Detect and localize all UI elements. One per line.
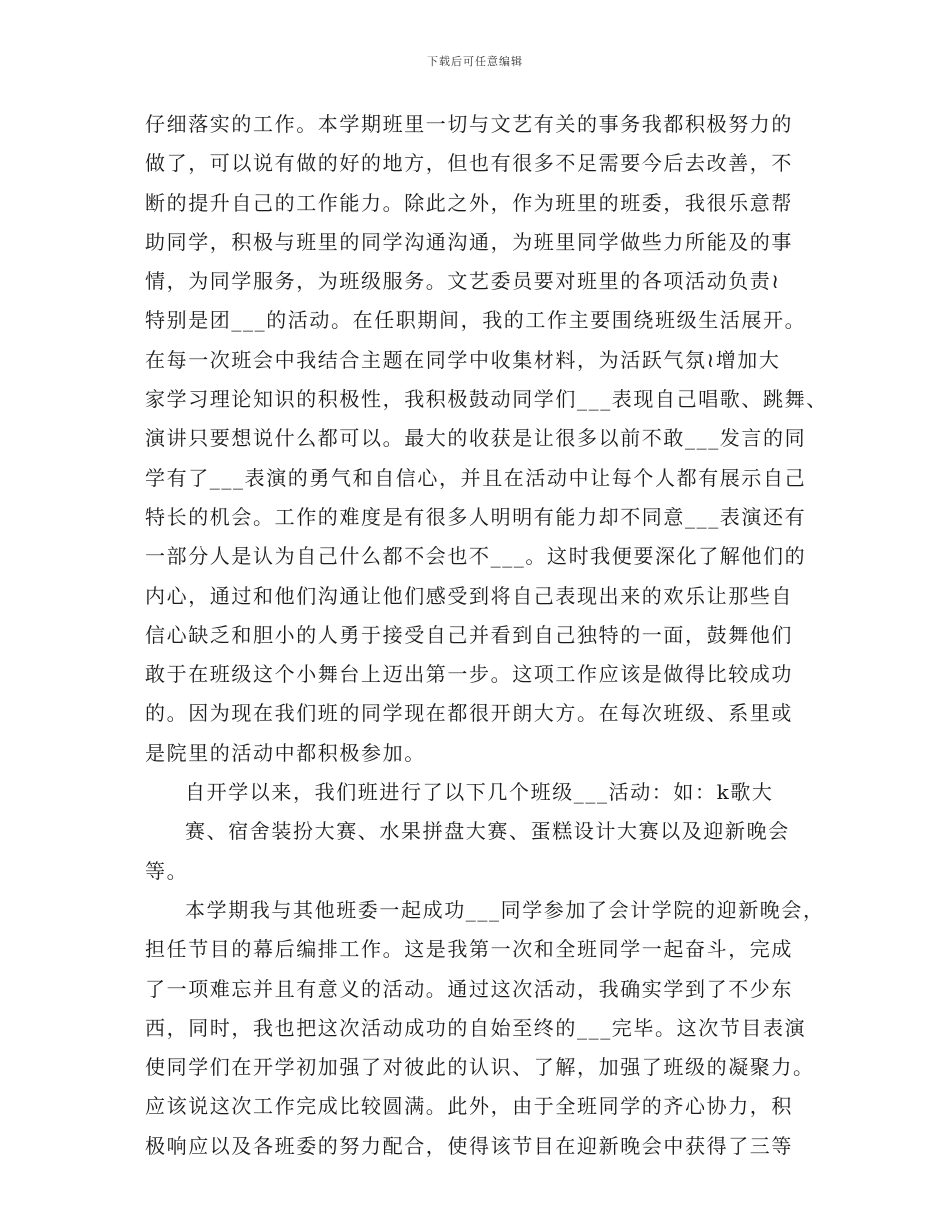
text-line: 极响应以及各班委的努力配合，使得该节目在迎新晚会中获得了三等 <box>145 1133 793 1158</box>
text-line: 的。因为现在我们班的同学现在都很开朗大方。在每次班级、系里或 <box>145 701 793 726</box>
text-line: 在每一次班会中我结合主题在同学中收集材料，为活跃气氛≀增加大 <box>145 347 781 372</box>
text-line: 本学期我与其他班委一起成功___同学参加了会计学院的迎新晚会， <box>185 897 825 922</box>
text-line: 是院里的活动中都积极参加。 <box>145 740 426 765</box>
text-line: 特别是团___的活动。在任职期间，我的工作主要围绕班级生活展开。 <box>145 308 807 333</box>
text-line: 助同学，积极与班里的同学沟通沟通，为班里同学做些力所能及的事 <box>145 229 793 254</box>
text-line: 特长的机会。工作的难度是有很多人明明有能力却不同意___表演还有 <box>145 504 807 529</box>
text-line: 做了，可以说有做的好的地方，但也有很多不足需要今后去改善，不 <box>145 151 793 176</box>
text-line: 自开学以来，我们班进行了以下几个班级___活动：如：k歌大 <box>185 780 774 805</box>
document-body <box>145 105 828 1166</box>
text-line: 家学习理论知识的积极性，我积极鼓动同学们___表现自己唱歌、跳舞、 <box>145 387 828 412</box>
text-line: 情，为同学服务，为班级服务。文艺委员要对班里的各项活动负责≀ <box>145 269 781 294</box>
text-line: 断的提升自己的工作能力。除此之外，作为班里的班委，我很乐意帮 <box>145 190 793 215</box>
text-line: 等。 <box>145 858 189 883</box>
page-header: 下载后可任意编辑 <box>427 55 523 68</box>
text-line: 仔细落实的工作。本学期班里一切与文艺有关的事务我都积极努力的 <box>145 112 793 136</box>
text-line: 担任节目的幕后编排工作。这是我第一次和全班同学一起奋斗，完成 <box>145 937 793 962</box>
text-line: 学有了___表演的勇气和自信心，并且在活动中让每个人都有展示自己 <box>145 465 807 490</box>
text-line: 西，同时，我也把这次活动成功的自始至终的___完毕。这次节目表演 <box>145 1015 807 1040</box>
text-line: 赛、宿舍装扮大赛、水果拼盘大赛、蛋糕设计大赛以及迎新晚会 <box>185 819 790 844</box>
text-line: 一部分人是认为自己什么都不会也不___。这时我便要深化了解他们的 <box>145 544 807 569</box>
text-line: 信心缺乏和胆小的人勇于接受自己并看到自己独特的一面，鼓舞他们 <box>145 622 793 647</box>
text-line: 内心，通过和他们沟通让他们感受到将自己表现出来的欢乐让那些自 <box>145 583 793 608</box>
text-line: 了一项难忘并且有意义的活动。通过这次活动，我确实学到了不少东 <box>145 976 793 1001</box>
text-line: 应该说这次工作完成比较圆满。此外，由于全班同学的齐心协力，积 <box>145 1094 793 1119</box>
text-line: 演讲只要想说什么都可以。最大的收获是让很多以前不敢___发言的同 <box>145 426 807 451</box>
text-line: 敢于在班级这个小舞台上迈出第一步。这项工作应该是做得比较成功 <box>145 662 793 687</box>
text-line: 使同学们在开学初加强了对彼此的认识、了解，加强了班级的凝聚力。 <box>145 1055 815 1080</box>
